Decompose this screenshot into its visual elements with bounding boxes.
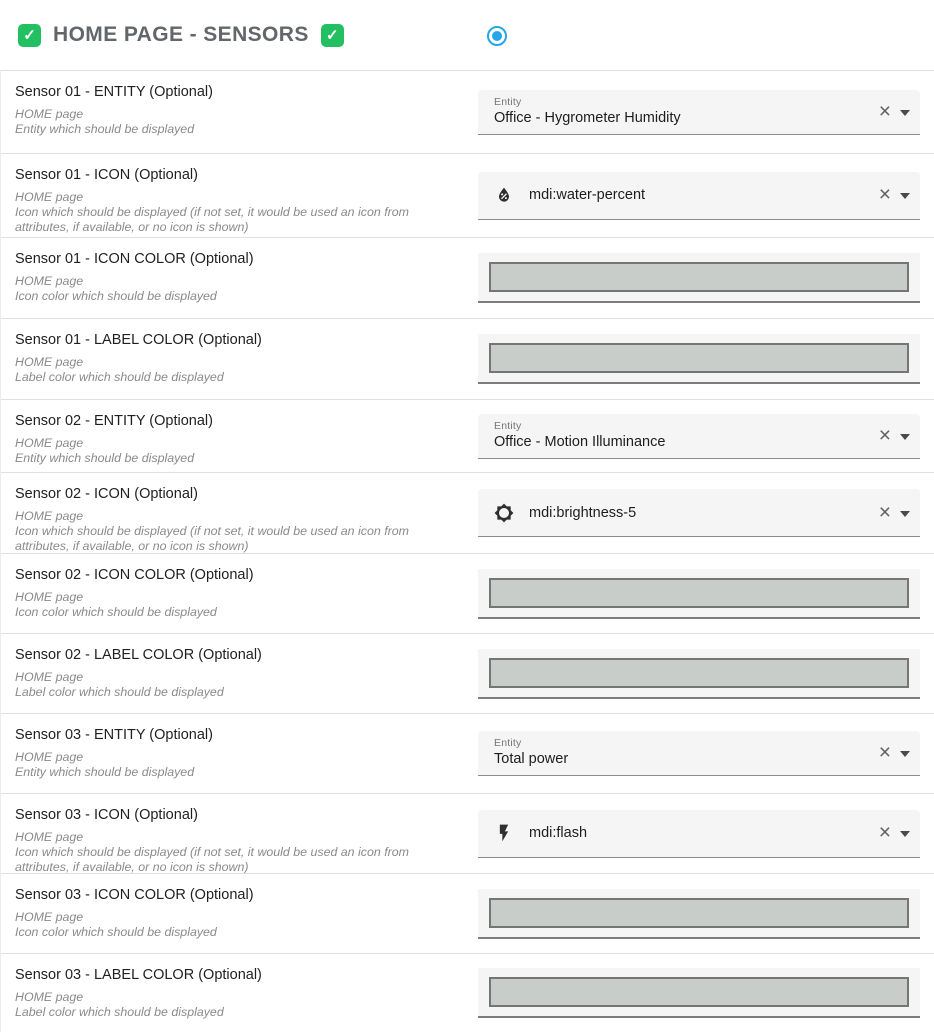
row-sensor-02-entity	[1, 399, 934, 472]
row-title: Sensor 03 - ICON COLOR (Optional)	[15, 887, 254, 903]
row-subtitle: HOME page	[15, 750, 84, 764]
row-text	[1, 874, 478, 953]
row-title: Sensor 01 - LABEL COLOR (Optional)	[15, 332, 262, 348]
icon-value: mdi:brightness-5	[529, 504, 637, 521]
page-title: HOME PAGE - SENSORS	[53, 23, 309, 46]
color-swatch[interactable]	[489, 898, 909, 928]
section-header	[0, 0, 934, 70]
icon-select-field[interactable]	[478, 172, 920, 220]
row-sensor-02-icon-color	[1, 553, 934, 633]
row-subtitle: HOME page	[15, 830, 84, 844]
row-text	[1, 154, 478, 237]
row-subtitle: HOME page	[15, 590, 84, 604]
row-sensor-01-icon-color	[1, 237, 934, 318]
field-label: Entity	[494, 737, 522, 749]
row-subtitle: HOME page	[15, 910, 84, 924]
row-sensor-03-icon	[1, 793, 934, 873]
row-sensor-01-label-color	[1, 318, 934, 399]
row-subtitle: HOME page	[15, 107, 84, 121]
row-title: Sensor 03 - ENTITY (Optional)	[15, 727, 213, 743]
row-description: Icon color which should be displayed	[15, 604, 217, 619]
row-text	[1, 634, 478, 713]
row-subtitle: HOME page	[15, 190, 84, 204]
color-swatch[interactable]	[489, 262, 909, 292]
radio-button-selected[interactable]	[487, 26, 507, 46]
clear-icon[interactable]: ×	[878, 183, 891, 206]
row-title: Sensor 03 - LABEL COLOR (Optional)	[15, 967, 262, 983]
color-swatch[interactable]	[489, 343, 909, 373]
chevron-down-icon[interactable]	[900, 751, 910, 757]
row-text	[1, 954, 478, 1032]
row-description: Icon color which should be displayed	[15, 288, 217, 303]
checkbox-checked-icon: ✓	[321, 24, 344, 47]
row-description: Label color which should be displayed	[15, 1004, 224, 1019]
row-text	[1, 714, 478, 793]
row-description: Icon which should be displayed (if not set, it would be used an icon from attributes, if available, or no icon is shown)	[15, 204, 409, 234]
row-title: Sensor 03 - ICON (Optional)	[15, 807, 198, 823]
color-input-field[interactable]	[478, 889, 920, 939]
row-description: Entity which should be displayed	[15, 121, 195, 136]
radio-dot-icon	[492, 31, 502, 41]
entity-value: Office - Motion Illuminance	[494, 433, 666, 450]
color-swatch[interactable]	[489, 658, 909, 688]
chevron-down-icon[interactable]	[900, 110, 910, 116]
chevron-down-icon[interactable]	[900, 193, 910, 199]
chevron-down-icon[interactable]	[900, 511, 910, 517]
clear-icon[interactable]: ×	[878, 423, 891, 447]
row-title: Sensor 01 - ICON (Optional)	[15, 167, 198, 183]
clear-icon[interactable]: ×	[878, 99, 891, 123]
color-input-field[interactable]	[478, 649, 920, 699]
color-input-field[interactable]	[478, 334, 920, 384]
field-label: Entity	[494, 419, 522, 432]
color-input-field[interactable]	[478, 253, 920, 303]
row-title: Sensor 02 - ICON COLOR (Optional)	[15, 567, 254, 583]
row-text	[1, 473, 478, 553]
clear-icon[interactable]: ×	[878, 741, 891, 764]
clear-icon[interactable]: ×	[878, 500, 891, 524]
row-sensor-02-label-color	[1, 633, 934, 713]
icon-value: mdi:water-percent	[529, 187, 646, 203]
entity-select-field[interactable]	[478, 90, 920, 135]
row-subtitle: HOME page	[15, 274, 84, 288]
field-label: Entity	[494, 95, 522, 108]
row-text	[1, 238, 478, 318]
water-percent-icon	[494, 185, 514, 205]
row-sensor-01-entity	[1, 70, 934, 153]
row-sensor-03-icon-color	[1, 873, 934, 953]
row-subtitle: HOME page	[15, 509, 84, 523]
row-description: Entity which should be displayed	[15, 764, 195, 779]
row-description: Icon which should be displayed (if not set, it would be used an icon from attributes, if available, or no icon is shown)	[15, 523, 409, 553]
row-description: Entity which should be displayed	[15, 450, 195, 465]
icon-value: mdi:flash	[529, 825, 588, 841]
row-description: Label color which should be displayed	[15, 369, 224, 384]
row-title: Sensor 02 - ENTITY (Optional)	[15, 413, 213, 429]
color-swatch[interactable]	[489, 578, 909, 608]
brightness-5-icon	[494, 503, 514, 523]
chevron-down-icon[interactable]	[900, 831, 910, 837]
row-text	[1, 319, 478, 399]
sensor-config-list	[0, 70, 934, 1032]
row-title: Sensor 01 - ENTITY (Optional)	[15, 84, 213, 100]
entity-value: Total power	[494, 751, 569, 767]
clear-icon[interactable]: ×	[878, 821, 891, 844]
row-description: Icon which should be displayed (if not set, it would be used an icon from attributes, if available, or no icon is shown)	[15, 844, 409, 873]
row-title: Sensor 02 - ICON (Optional)	[15, 486, 198, 502]
row-subtitle: HOME page	[15, 436, 84, 450]
checkbox-checked-icon: ✓	[18, 24, 41, 47]
row-text	[1, 400, 478, 472]
row-sensor-03-entity	[1, 713, 934, 793]
icon-select-field[interactable]	[478, 810, 920, 858]
icon-select-field[interactable]	[478, 489, 920, 537]
color-swatch[interactable]	[489, 977, 909, 1007]
color-input-field[interactable]	[478, 968, 920, 1018]
row-text	[1, 794, 478, 873]
row-sensor-01-icon	[1, 153, 934, 237]
entity-select-field[interactable]	[478, 731, 920, 776]
row-subtitle: HOME page	[15, 355, 84, 369]
row-subtitle: HOME page	[15, 990, 84, 1004]
row-subtitle: HOME page	[15, 670, 84, 684]
row-sensor-02-icon	[1, 472, 934, 553]
row-text	[1, 71, 478, 153]
row-description: Label color which should be displayed	[15, 684, 224, 699]
row-sensor-03-label-color	[1, 953, 934, 1032]
row-title: Sensor 01 - ICON COLOR (Optional)	[15, 251, 254, 267]
color-input-field[interactable]	[478, 569, 920, 619]
entity-select-field[interactable]	[478, 414, 920, 459]
row-title: Sensor 02 - LABEL COLOR (Optional)	[15, 647, 262, 663]
row-description: Icon color which should be displayed	[15, 924, 217, 939]
chevron-down-icon[interactable]	[900, 434, 910, 440]
flash-icon	[494, 823, 514, 843]
row-text	[1, 554, 478, 633]
entity-value: Office - Hygrometer Humidity	[494, 109, 681, 126]
